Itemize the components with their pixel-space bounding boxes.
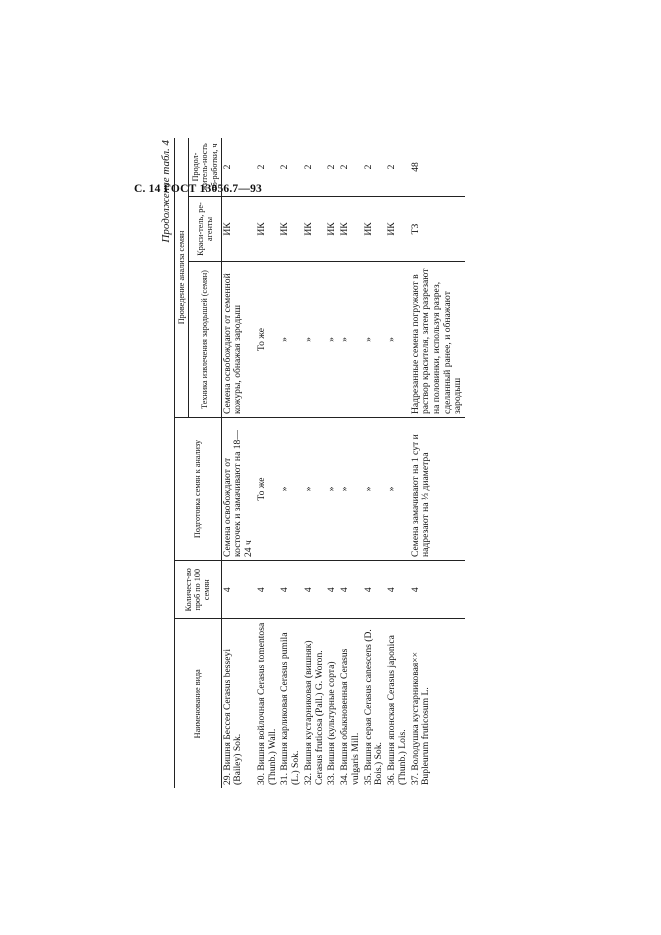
col-header-count: Количест-во проб по 100 семян — [175, 561, 222, 620]
cell-technique: Надрезанные семена погружают в раствор красителя, затем разрезают на половинки, используя разрез, сделанный ранее, и обнажают зародыш — [410, 262, 466, 418]
cell-name: 30. Вишня войлочная Cerasus tomentosa (Thunb.) Wall. — [255, 622, 278, 785]
cell-prep: » — [303, 418, 326, 561]
cell-prep: » — [363, 418, 386, 561]
page-header: С. 14 ГОСТ 13056.7—93 — [134, 183, 262, 195]
cell-dye: ИК — [326, 197, 339, 262]
cell-count: 4 — [386, 561, 409, 620]
cell-duration: 48 — [410, 138, 466, 197]
cell-duration: 2 — [326, 138, 339, 197]
cell-technique: » — [363, 262, 386, 418]
cell-name: 37. Володушка кустарниковая×× Bupleurum fruticosum L. — [409, 651, 432, 785]
cell-dye: ИК — [363, 197, 386, 262]
cell-name: 33. Вишня (культурные сорта) — [326, 661, 338, 785]
cell-name: 31. Вишня карликовая Cerasus pumila (L.) Sok. — [279, 632, 302, 785]
seed-analysis-table — [174, 138, 465, 788]
cell-name: 34. Вишня обыкновенная Cerasus vulgaris Mill. — [339, 648, 361, 785]
cell-count: 4 — [221, 561, 256, 620]
table-row — [410, 138, 466, 788]
cell-duration: 2 — [279, 138, 302, 197]
cell-prep: » — [279, 418, 302, 561]
cell-technique: То же — [256, 262, 279, 418]
cell-dye: ИК — [279, 197, 302, 262]
cell-duration: 2 — [221, 138, 256, 197]
cell-duration: 2 — [339, 138, 362, 197]
col-header-duration: Продол-житель-ность об-работки, ч — [189, 138, 222, 197]
table-row — [221, 138, 256, 788]
cell-count: 4 — [363, 561, 386, 620]
cell-count: 4 — [326, 561, 339, 620]
cell-dye: ИК — [386, 197, 409, 262]
cell-prep: Семена освобождают от косточек и замачивают на 18—24 ч — [221, 418, 256, 561]
table-row — [279, 138, 302, 788]
cell-dye: ИК — [339, 197, 362, 262]
cell-duration: 2 — [303, 138, 326, 197]
cell-count: 4 — [279, 561, 302, 620]
cell-technique: » — [303, 262, 326, 418]
cell-technique: » — [339, 262, 362, 418]
cell-count: 4 — [339, 561, 362, 620]
cell-count: 4 — [410, 561, 466, 620]
table-caption: Продолжение табл. 4 — [160, 140, 172, 243]
cell-technique: Семена освобождают от семенной кожуры, обнажая зародыш — [221, 262, 256, 418]
cell-prep: То же — [256, 418, 279, 561]
cell-prep: Семена замачивают на 1 сут и надрезают на ⅓ диаметра — [410, 418, 466, 561]
cell-technique: » — [279, 262, 302, 418]
cell-technique: » — [326, 262, 339, 418]
cell-duration: 2 — [386, 138, 409, 197]
cell-prep: » — [339, 418, 362, 561]
cell-name: 35. Вишня серая Cerasus canescens (D. Bois.) Sok. — [362, 629, 385, 785]
cell-name: 36. Вишня японская Cerasus japonica (Thunb.) Lois. — [386, 635, 408, 785]
cell-count: 4 — [256, 561, 279, 620]
col-header-name: Наименование вида — [175, 619, 222, 788]
cell-dye: ТЗ — [410, 197, 466, 262]
cell-count: 4 — [303, 561, 326, 620]
col-header-technique: Техника извлечения зародышей (семян) — [189, 262, 222, 418]
cell-prep: » — [386, 418, 409, 561]
rotated-table-block — [160, 138, 500, 788]
col-header-analysis-group: Проведение анализа семян — [175, 138, 189, 418]
table-row — [256, 138, 279, 788]
cell-prep: » — [326, 418, 339, 561]
table-row — [339, 138, 362, 788]
cell-technique: » — [386, 262, 409, 418]
cell-dye: ИК — [221, 197, 256, 262]
cell-dye: ИК — [256, 197, 279, 262]
table-body — [221, 138, 465, 788]
cell-name: 29. Вишня Бессея Cerasus besseyi (Bailey) Sok. — [221, 649, 244, 785]
table-row — [326, 138, 339, 788]
table-row — [386, 138, 409, 788]
col-header-dye: Краси-тель, ре-агенты — [189, 197, 222, 262]
col-header-prep: Подготовка семян к анализу — [175, 418, 222, 561]
cell-name: 32. Вишня кустарниковая (вишняк) Cerasus fruticosa (Pall.) G. Woron. — [302, 640, 325, 785]
table-row — [303, 138, 326, 788]
table-row — [363, 138, 386, 788]
cell-dye: ИК — [303, 197, 326, 262]
cell-duration: 2 — [363, 138, 386, 197]
cell-duration: 2 — [256, 138, 279, 197]
